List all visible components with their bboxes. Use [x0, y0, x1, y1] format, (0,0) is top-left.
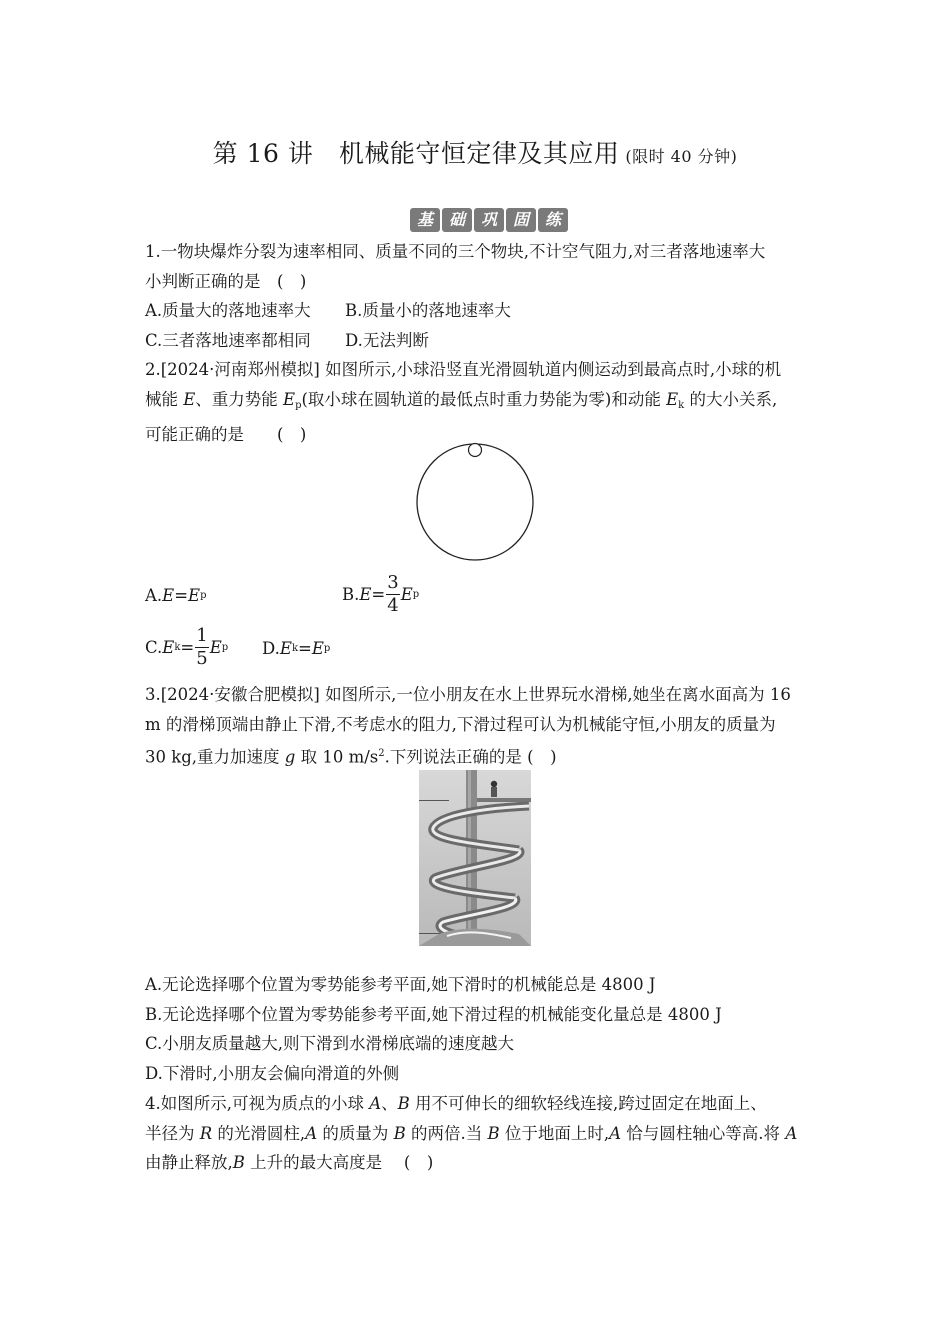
badge-char: 基: [410, 208, 440, 232]
section-badge: [410, 208, 568, 232]
q2-option-a: A. E = E p: [145, 586, 207, 605]
question-4: [145, 1089, 810, 1178]
fraction-one-fifth: $\frac{1}{5}$: [196, 625, 208, 669]
badge-char: 巩: [474, 208, 504, 232]
q1-option-a: A.质量大的落地速率大: [145, 301, 311, 320]
track-circle: [417, 444, 533, 560]
q3-stem-line: 3.[2024·安徽合肥模拟] 如图所示,一位小朋友在水上世界玩水滑梯,她坐在离水面高为 16: [145, 685, 791, 704]
q2-option-d: D. E k = E p: [262, 639, 331, 658]
q1-option-b: B.质量小的落地速率大: [345, 301, 511, 320]
q1-options-row: [145, 326, 810, 356]
badge-char: 础: [442, 208, 472, 232]
question-1: [145, 237, 810, 355]
question-3-options: [145, 970, 810, 1088]
q4-stem-line: 由静止释放,B 上升的最大高度是 ( ): [145, 1153, 434, 1172]
badge-char: 固: [506, 208, 536, 232]
q1-options-row: [145, 296, 810, 326]
q4-stem-line: 半径为 R 的光滑圆柱,A 的质量为 B 的两倍.当 B 位于地面上时,A 恰与圆柱轴心等高.将 A: [145, 1123, 798, 1143]
q2-stem-line: 可能正确的是 ( ): [145, 425, 307, 444]
page-title: [0, 134, 950, 170]
q1-option-d: D.无法判断: [345, 330, 429, 350]
q4-stem-line: 4.如图所示,可视为质点的小球 A、B 用不可伸长的细软轻线连接,跨过固定在地面上、: [145, 1094, 767, 1113]
water-slide-photo: [419, 770, 531, 946]
circular-track-figure: [414, 440, 536, 564]
q2-stem-line: 械能 E、重力势能 $E_p$(取小球在圆轨道的最低点时重力势能为零)和动能 $E_k$ 的大小关系,: [145, 389, 778, 411]
time-limit-note: (限时 40 分钟): [625, 147, 738, 166]
q2-stem-line: 2.[2024·河南郑州模拟] 如图所示,小球沿竖直光滑圆轨道内侧运动到最高点时,小球的机: [145, 360, 782, 379]
lecture-title: 第 16 讲 机械能守恒定律及其应用: [212, 139, 620, 168]
question-3: [145, 680, 810, 772]
q3-stem-line: 30 kg,重力加速度 g 取 10 $m/s^2$.下列说法正确的是 ( ): [145, 747, 557, 767]
q1-option-c: C.三者落地速率都相同: [145, 330, 311, 350]
q1-stem-line: 1.一物块爆炸分裂为速率相同、质量不同的三个物块,不计空气阻力,对三者落地速率大: [145, 242, 766, 261]
q1-stem-line: 小判断正确的是 ( ): [145, 271, 307, 291]
q2-option-c: C. E k = $\frac{1}{5}$ E p: [145, 625, 229, 669]
fraction-three-quarters: $\frac{3}{4}$: [387, 572, 399, 616]
q2-option-b: B. E = $\frac{3}{4}$ E p: [342, 572, 420, 616]
question-2: [145, 355, 810, 450]
q3-option-d: D.下滑时,小朋友会偏向滑道的外侧: [145, 1063, 400, 1083]
q3-stem-line: m 的滑梯顶端由静止下滑,不考虑水的阻力,下滑过程可认为机械能守恒,小朋友的质量为: [145, 714, 776, 734]
ball-circle: [469, 444, 482, 457]
q3-option-b: B.无论选择哪个位置为零势能参考平面,她下滑过程的机械能变化量总是 4800 J: [145, 1004, 722, 1024]
badge-char: 练: [538, 208, 568, 232]
q3-option-c: C.小朋友质量越大,则下滑到水滑梯底端的速度越大: [145, 1034, 515, 1053]
q3-option-a: A.无论选择哪个位置为零势能参考平面,她下滑时的机械能总是 4800 J: [145, 975, 656, 994]
